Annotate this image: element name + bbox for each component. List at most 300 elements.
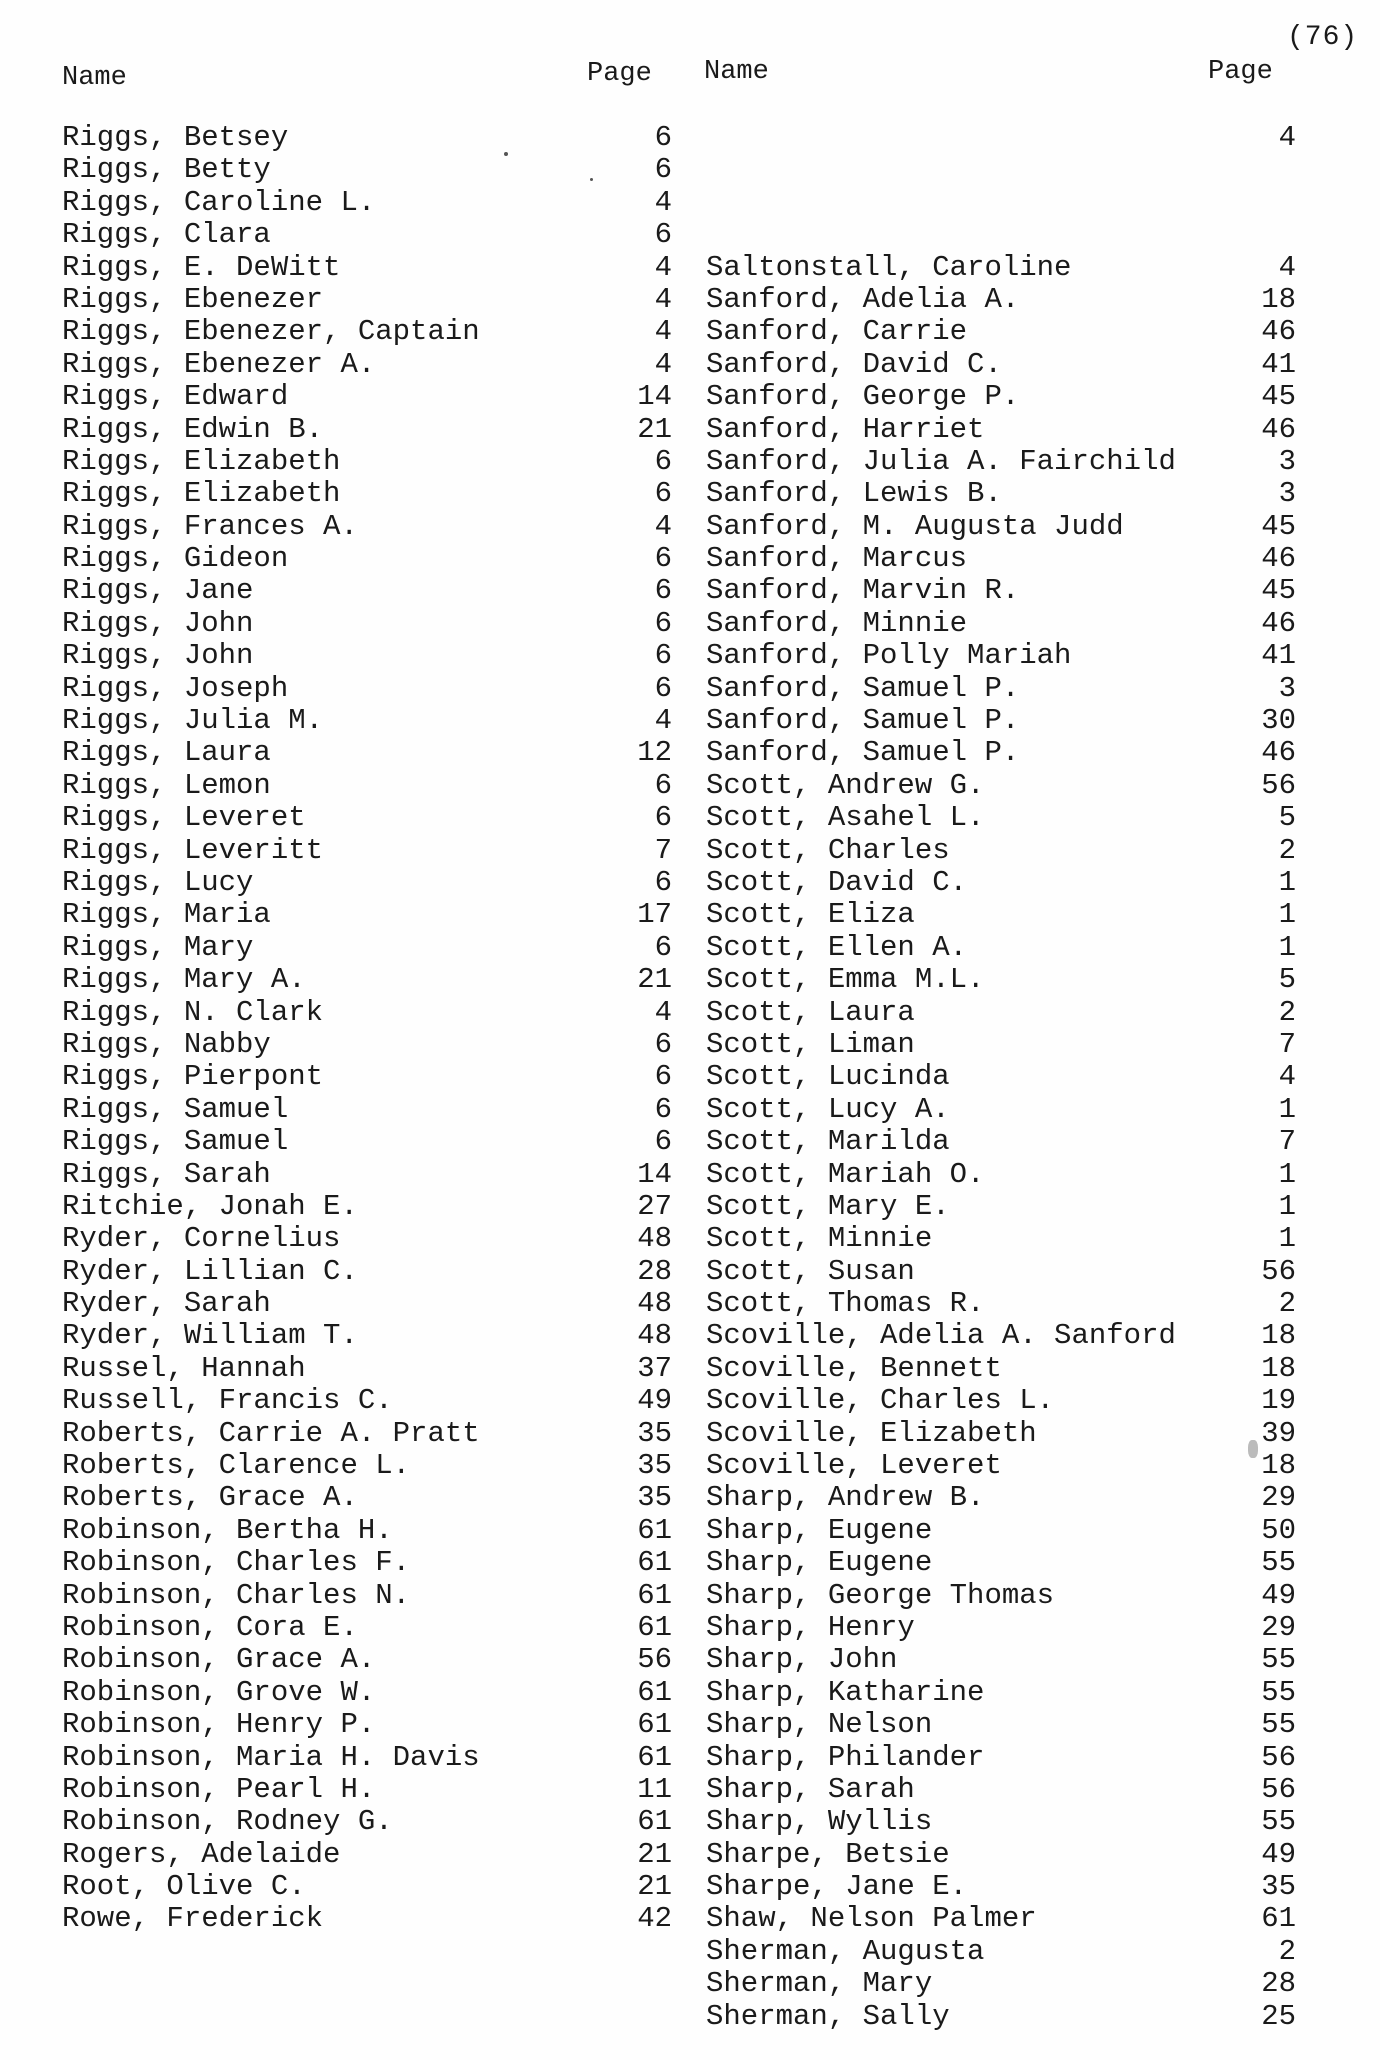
entry-name: Sharp, Andrew B.	[706, 1481, 985, 1515]
index-entry	[62, 1644, 672, 1676]
index-entry	[62, 770, 672, 802]
entry-name: Scoville, Bennett	[706, 1351, 1002, 1385]
entry-name: Riggs, Lemon	[62, 768, 271, 802]
index-entry	[62, 1029, 672, 1061]
entry-name: Riggs, Elizabeth	[62, 444, 341, 478]
index-entry	[706, 867, 1296, 899]
entry-page: 1	[1278, 898, 1296, 932]
index-entry	[706, 1029, 1296, 1061]
index-entry	[706, 187, 1296, 219]
entry-name: Riggs, Mary A.	[62, 963, 306, 997]
index-entry	[706, 1839, 1296, 1871]
entry-page: 6	[654, 930, 672, 964]
entry-page: 6	[654, 801, 672, 835]
entry-name: Riggs, John	[62, 639, 254, 673]
entry-page: 4	[654, 509, 672, 543]
entry-page: 3	[1278, 671, 1296, 705]
index-entry	[62, 1450, 672, 1482]
entry-page: 4	[654, 995, 672, 1029]
entry-page: 39	[1261, 1416, 1296, 1450]
entry-name: Sharp, Eugene	[706, 1513, 933, 1547]
entry-name: Sanford, Samuel P.	[706, 671, 1020, 705]
index-entry	[62, 478, 672, 510]
entry-name: Sanford, Marvin R.	[706, 574, 1020, 608]
entry-name: Riggs, Maria	[62, 898, 271, 932]
entry-page: 1	[1278, 1157, 1296, 1191]
entry-page: 6	[654, 444, 672, 478]
entry-name: Roberts, Clarence L.	[62, 1449, 411, 1483]
entry-name: Sanford, Carrie	[706, 315, 968, 349]
entry-page: 6	[654, 865, 672, 899]
entry-name: Riggs, Samuel	[62, 1125, 289, 1159]
entry-page: 6	[654, 606, 672, 640]
index-entry	[62, 997, 672, 1029]
entry-page: 48	[637, 1222, 672, 1256]
entry-name: Sharp, George Thomas	[706, 1578, 1055, 1612]
entry-name: Sharp, Philander	[706, 1740, 985, 1774]
entry-page: 55	[1261, 1708, 1296, 1742]
index-entry	[706, 446, 1296, 478]
entry-page: 6	[654, 574, 672, 608]
entry-name: Scott, Susan	[706, 1254, 915, 1288]
index-entry	[62, 1677, 672, 1709]
entry-name: Roberts, Grace A.	[62, 1481, 358, 1515]
entry-page: 3	[1278, 444, 1296, 478]
index-entry	[62, 1418, 672, 1450]
entry-page: 4	[654, 185, 672, 219]
entry-name: Riggs, John	[62, 606, 254, 640]
index-entry	[62, 1839, 672, 1871]
entry-page: 42	[637, 1902, 672, 1936]
entry-name: Robinson, Charles F.	[62, 1546, 411, 1580]
entry-page: 28	[1261, 1967, 1296, 2001]
entry-page: 41	[1261, 639, 1296, 673]
index-entry	[706, 1288, 1296, 1320]
entry-page: 6	[654, 1125, 672, 1159]
entry-page: 6	[654, 542, 672, 576]
entry-page: 4	[654, 347, 672, 381]
index-entry	[706, 575, 1296, 607]
index-entry	[706, 1191, 1296, 1223]
entry-page: 46	[1261, 315, 1296, 349]
index-entry	[706, 543, 1296, 575]
index-entry	[706, 219, 1296, 251]
entry-name: Scott, Andrew G.	[706, 768, 985, 802]
index-entry	[706, 1742, 1296, 1774]
entry-page: 1	[1278, 1189, 1296, 1223]
entry-name: Riggs, Ebenezer, Captain	[62, 315, 480, 349]
entry-page: 28	[637, 1254, 672, 1288]
index-entry	[706, 2001, 1296, 2033]
index-entry	[62, 1159, 672, 1191]
entry-name: Sanford, Polly Mariah	[706, 639, 1072, 673]
entry-page: 18	[1261, 1351, 1296, 1385]
index-entry	[62, 1385, 672, 1417]
entry-page: 3	[1278, 477, 1296, 511]
index-entry	[706, 1547, 1296, 1579]
entry-name: Sharp, Wyllis	[706, 1805, 933, 1839]
index-entry	[62, 964, 672, 996]
entry-page: 46	[1261, 736, 1296, 770]
index-entry	[706, 608, 1296, 640]
entry-name: Riggs, Edwin B.	[62, 412, 324, 446]
entry-page: 7	[1278, 1125, 1296, 1159]
index-entry	[62, 1774, 672, 1806]
index-entry	[706, 770, 1296, 802]
index-entry	[62, 219, 672, 251]
entry-name: Riggs, Sarah	[62, 1157, 271, 1191]
entry-page: 14	[637, 1157, 672, 1191]
index-entry	[706, 511, 1296, 543]
entry-page: 41	[1261, 347, 1296, 381]
index-entry	[62, 252, 672, 284]
entry-name: Scott, Marilda	[706, 1125, 950, 1159]
entry-page: 48	[637, 1319, 672, 1353]
entry-name: Scott, Ellen A.	[706, 930, 968, 964]
entry-page: 4	[1278, 1060, 1296, 1094]
index-entry	[706, 997, 1296, 1029]
entry-name: Sherman, Mary	[706, 1967, 933, 2001]
entry-page: 61	[637, 1675, 672, 1709]
entry-page: 49	[637, 1384, 672, 1418]
right-name-header: Name	[704, 57, 769, 87]
entry-name: Riggs, Leveret	[62, 801, 306, 835]
entry-name: Sharp, Henry	[706, 1610, 915, 1644]
entry-name: Riggs, Frances A.	[62, 509, 358, 543]
entry-page: 61	[637, 1513, 672, 1547]
entry-name: Riggs, Jane	[62, 574, 254, 608]
entry-name: Sanford, Lewis B.	[706, 477, 1002, 511]
index-entry	[62, 1094, 672, 1126]
index-entry	[62, 1547, 672, 1579]
index-entry	[62, 1320, 672, 1352]
entry-page: 4	[654, 704, 672, 738]
entry-page: 4	[654, 315, 672, 349]
entry-page: 48	[637, 1287, 672, 1321]
entry-page: 2	[1278, 1934, 1296, 1968]
index-entry	[706, 154, 1296, 186]
index-entry	[62, 122, 672, 154]
page-number: (76)	[1287, 22, 1359, 53]
index-entry	[706, 932, 1296, 964]
index-entry	[62, 802, 672, 834]
index-entry	[62, 1580, 672, 1612]
index-entry	[706, 1644, 1296, 1676]
index-entry	[62, 673, 672, 705]
entry-page: 46	[1261, 412, 1296, 446]
entry-page: 21	[637, 963, 672, 997]
index-entry	[706, 640, 1296, 672]
index-entry	[706, 1126, 1296, 1158]
left-name-header: Name	[62, 63, 127, 93]
entry-page: 37	[637, 1351, 672, 1385]
entry-page: 21	[637, 1870, 672, 1904]
entry-page: 45	[1261, 574, 1296, 608]
index-entry	[62, 1515, 672, 1547]
index-entry	[62, 154, 672, 186]
entry-name: Robinson, Grove W.	[62, 1675, 376, 1709]
entry-page: 29	[1261, 1610, 1296, 1644]
entry-name: Riggs, Clara	[62, 218, 271, 252]
index-entry	[62, 349, 672, 381]
index-entry	[706, 1385, 1296, 1417]
index-entry	[706, 1256, 1296, 1288]
entry-name: Riggs, Samuel	[62, 1092, 289, 1126]
index-entry	[62, 1288, 672, 1320]
entry-page: 18	[1261, 1449, 1296, 1483]
entry-name: Robinson, Pearl H.	[62, 1772, 376, 1806]
entry-name: Sharp, Sarah	[706, 1772, 915, 1806]
index-entry	[62, 1256, 672, 1288]
entry-name: Riggs, Elizabeth	[62, 477, 341, 511]
index-entry	[706, 835, 1296, 867]
entry-page: 11	[637, 1772, 672, 1806]
entry-name: Scoville, Leveret	[706, 1449, 1002, 1483]
entry-name: Scott, Liman	[706, 1027, 915, 1061]
index-entry	[62, 381, 672, 413]
entry-name: Roberts, Carrie A. Pratt	[62, 1416, 480, 1450]
index-entry	[706, 673, 1296, 705]
entry-page: 27	[637, 1189, 672, 1223]
index-entry	[62, 1061, 672, 1093]
entry-name: Scott, Mariah O.	[706, 1157, 985, 1191]
entry-name: Riggs, Laura	[62, 736, 271, 770]
entry-page: 4	[1278, 250, 1296, 284]
entry-page: 5	[1278, 801, 1296, 835]
entry-name: Scott, Lucinda	[706, 1060, 950, 1094]
entry-name: Riggs, Betty	[62, 153, 271, 187]
entry-page: 61	[1261, 1902, 1296, 1936]
index-entry	[62, 1806, 672, 1838]
entry-page: 35	[637, 1416, 672, 1450]
entry-name: Sanford, Samuel P.	[706, 704, 1020, 738]
index-entry	[706, 284, 1296, 316]
entry-page: 1	[1278, 1092, 1296, 1126]
index-entry	[62, 608, 672, 640]
entry-page: 17	[637, 898, 672, 932]
entry-name: Ryder, Sarah	[62, 1287, 271, 1321]
index-entry	[706, 1320, 1296, 1352]
index-entry	[62, 705, 672, 737]
entry-page: 56	[1261, 1254, 1296, 1288]
index-entry	[706, 1677, 1296, 1709]
entry-page: 61	[637, 1610, 672, 1644]
entry-name: Sanford, M. Augusta Judd	[706, 509, 1124, 543]
entry-name: Sharp, Eugene	[706, 1546, 933, 1580]
entry-name: Scott, David C.	[706, 865, 968, 899]
index-entry	[62, 1353, 672, 1385]
entry-name: Scott, Charles	[706, 833, 950, 867]
index-entry	[62, 1482, 672, 1514]
entry-page: 6	[654, 218, 672, 252]
index-entry	[706, 1159, 1296, 1191]
entry-name: Riggs, Ebenezer A.	[62, 347, 376, 381]
entry-page: 50	[1261, 1513, 1296, 1547]
entry-page: 6	[654, 1060, 672, 1094]
entry-page: 18	[1261, 282, 1296, 316]
entry-name: Sanford, Minnie	[706, 606, 968, 640]
entry-name: Riggs, E. DeWitt	[62, 250, 341, 284]
entry-page: 61	[637, 1546, 672, 1580]
ink-speck	[590, 178, 593, 181]
index-entry	[62, 1903, 672, 1935]
entry-page: 19	[1261, 1384, 1296, 1418]
entry-page: 35	[1261, 1870, 1296, 1904]
entry-page: 4	[654, 282, 672, 316]
index-entry	[706, 1871, 1296, 1903]
index-entry	[706, 381, 1296, 413]
entry-page: 14	[637, 380, 672, 414]
entry-page: 2	[1278, 1287, 1296, 1321]
entry-name: Riggs, Nabby	[62, 1027, 271, 1061]
entry-page: 21	[637, 1837, 672, 1871]
index-entry	[706, 1612, 1296, 1644]
entry-page: 2	[1278, 995, 1296, 1029]
entry-page: 21	[637, 412, 672, 446]
index-entry	[706, 1450, 1296, 1482]
entry-name: Root, Olive C.	[62, 1870, 306, 1904]
index-entry	[706, 1936, 1296, 1968]
ink-speck	[504, 152, 508, 156]
entry-page: 55	[1261, 1643, 1296, 1677]
entry-name: Riggs, Caroline L.	[62, 185, 376, 219]
entry-page: 55	[1261, 1546, 1296, 1580]
entry-name: Ryder, Lillian C.	[62, 1254, 358, 1288]
entry-name: Riggs, Joseph	[62, 671, 289, 705]
entry-name: Sharp, John	[706, 1643, 898, 1677]
entry-name: Sanford, Marcus	[706, 542, 968, 576]
index-entry	[62, 1871, 672, 1903]
index-entry	[62, 316, 672, 348]
index-entry	[706, 1774, 1296, 1806]
index-entry	[62, 543, 672, 575]
index-entry	[62, 932, 672, 964]
entry-name: Robinson, Charles N.	[62, 1578, 411, 1612]
entry-name: Sherman, Augusta	[706, 1934, 985, 1968]
index-entry	[62, 284, 672, 316]
entry-name: Ritchie, Jonah E.	[62, 1189, 358, 1223]
entry-name: Sharpe, Betsie	[706, 1837, 950, 1871]
entry-page: 55	[1261, 1675, 1296, 1709]
entry-name: Rogers, Adelaide	[62, 1837, 341, 1871]
entry-page: 55	[1261, 1805, 1296, 1839]
entry-name: Robinson, Maria H. Davis	[62, 1740, 480, 1774]
entry-name: Robinson, Grace A.	[62, 1643, 376, 1677]
entry-name: Robinson, Cora E.	[62, 1610, 358, 1644]
entry-page: 61	[637, 1740, 672, 1774]
entry-name: Russell, Francis C.	[62, 1384, 393, 1418]
entry-page: 49	[1261, 1837, 1296, 1871]
index-entry	[62, 835, 672, 867]
entry-name: Scott, Eliza	[706, 898, 915, 932]
left-index-column	[62, 122, 672, 1936]
index-entry	[706, 1223, 1296, 1255]
index-entry	[706, 1515, 1296, 1547]
index-entry	[706, 252, 1296, 284]
entry-page: 29	[1261, 1481, 1296, 1515]
entry-name: Scott, Minnie	[706, 1222, 933, 1256]
entry-page: 2	[1278, 833, 1296, 867]
entry-name: Robinson, Rodney G.	[62, 1805, 393, 1839]
entry-name: Sanford, George P.	[706, 380, 1020, 414]
index-entry	[706, 1353, 1296, 1385]
entry-name: Ryder, William T.	[62, 1319, 358, 1353]
entry-page: 61	[637, 1578, 672, 1612]
index-entry	[62, 640, 672, 672]
entry-name: Sanford, Julia A. Fairchild	[706, 444, 1176, 478]
entry-name: Riggs, Pierpont	[62, 1060, 324, 1094]
entry-page: 6	[654, 768, 672, 802]
entry-page: 46	[1261, 606, 1296, 640]
entry-name: Scott, Lucy A.	[706, 1092, 950, 1126]
entry-name: Scoville, Charles L.	[706, 1384, 1055, 1418]
entry-name: Scott, Thomas R.	[706, 1287, 985, 1321]
index-entry	[706, 1482, 1296, 1514]
entry-name: Scott, Laura	[706, 995, 915, 1029]
right-page-header: Page	[1208, 57, 1273, 87]
entry-name: Sherman, Sally	[706, 1999, 950, 2033]
entry-page: 56	[1261, 1772, 1296, 1806]
index-entry	[706, 1061, 1296, 1093]
entry-page: 6	[654, 1027, 672, 1061]
entry-name: Robinson, Bertha H.	[62, 1513, 393, 1547]
entry-page: 6	[654, 121, 672, 154]
entry-page: 1	[1278, 1222, 1296, 1256]
entry-name: Ryder, Cornelius	[62, 1222, 341, 1256]
index-entry	[706, 478, 1296, 510]
entry-name: Riggs, N. Clark	[62, 995, 324, 1029]
index-entry	[706, 1709, 1296, 1741]
index-entry	[706, 1580, 1296, 1612]
entry-name: Sharp, Katharine	[706, 1675, 985, 1709]
index-entry	[706, 899, 1296, 931]
entry-page: 56	[1261, 768, 1296, 802]
index-entry	[706, 122, 1296, 154]
index-entry	[706, 316, 1296, 348]
entry-page: 25	[1261, 1999, 1296, 2033]
entry-name: Scott, Asahel L.	[706, 801, 985, 835]
index-entry	[706, 802, 1296, 834]
entry-page: 6	[654, 477, 672, 511]
index-entry	[706, 1418, 1296, 1450]
right-index-column	[706, 122, 1296, 2033]
entry-page: 61	[637, 1708, 672, 1742]
entry-page: 6	[654, 1092, 672, 1126]
entry-name: Riggs, Betsey	[62, 121, 289, 154]
ink-smudge	[1248, 1440, 1258, 1458]
entry-name: Saltonstall, Caroline	[706, 250, 1072, 284]
index-entry	[706, 705, 1296, 737]
index-entry	[62, 899, 672, 931]
entry-page: 7	[654, 833, 672, 867]
entry-name: Sanford, Adelia A.	[706, 282, 1020, 316]
entry-name: Sanford, David C.	[706, 347, 1002, 381]
entry-name: Sharp, Nelson	[706, 1708, 933, 1742]
index-entry	[62, 1612, 672, 1644]
index-entry	[706, 414, 1296, 446]
entry-name: Sharpe, Jane E.	[706, 1870, 968, 1904]
entry-name: Rowe, Frederick	[62, 1902, 324, 1936]
entry-page: 35	[637, 1481, 672, 1515]
entry-name: Shaw, Nelson Palmer	[706, 1902, 1037, 1936]
entry-page: 46	[1261, 542, 1296, 576]
entry-page: 61	[637, 1805, 672, 1839]
entry-page: 45	[1261, 380, 1296, 414]
index-entry	[62, 1709, 672, 1741]
entry-page: 6	[654, 671, 672, 705]
entry-page: 35	[637, 1449, 672, 1483]
index-entry	[62, 446, 672, 478]
